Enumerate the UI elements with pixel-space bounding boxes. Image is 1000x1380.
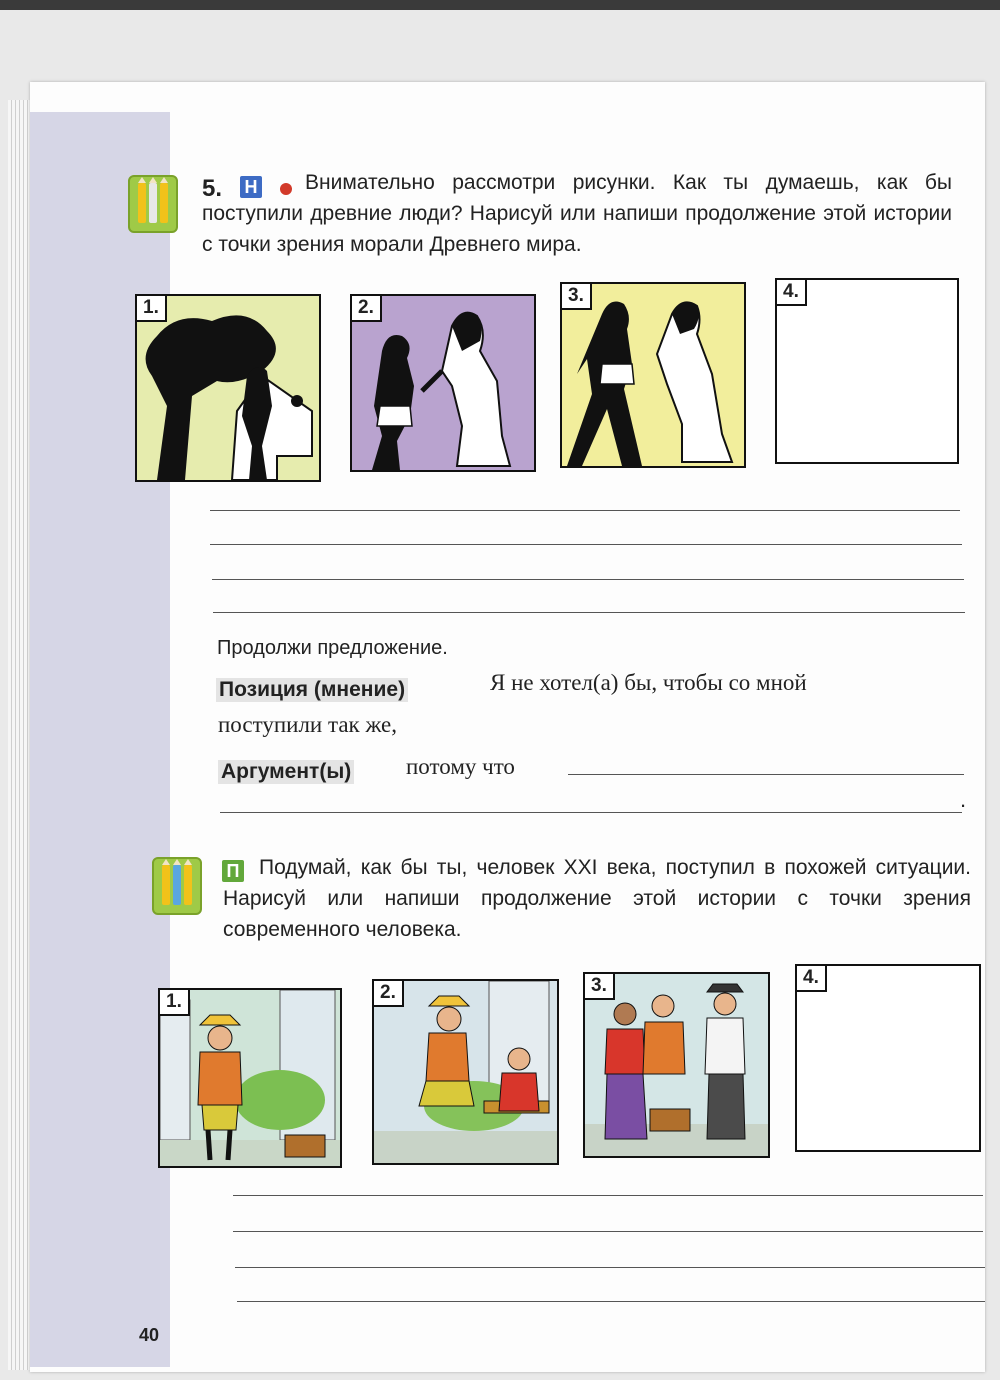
writing-line[interactable] xyxy=(210,544,962,545)
position-label: Позиция (мнение) xyxy=(216,678,408,702)
level-badge-p: П xyxy=(222,860,244,882)
answer-line[interactable] xyxy=(220,812,962,813)
writing-line[interactable] xyxy=(210,510,960,511)
fighting-figures-illustration xyxy=(562,284,744,466)
writing-line[interactable] xyxy=(237,1301,985,1302)
pencils-icon xyxy=(128,175,178,233)
answer-line[interactable] xyxy=(568,774,964,775)
scan-top-edge xyxy=(0,0,1000,10)
panel-ancient-2 xyxy=(350,294,536,472)
writing-line[interactable] xyxy=(233,1231,983,1232)
tourist-with-camera-illustration xyxy=(160,990,340,1166)
argument-text: потому что xyxy=(406,754,515,779)
task-number: 5. xyxy=(202,175,223,202)
panel-modern-1 xyxy=(158,988,342,1168)
panel-number: 2. xyxy=(374,981,404,1007)
panel-ancient-1 xyxy=(135,294,321,482)
panel-number: 4. xyxy=(777,280,807,306)
panel-ancient-4-empty[interactable] xyxy=(775,278,959,464)
panel-ancient-3 xyxy=(560,282,746,468)
writing-line[interactable] xyxy=(213,612,965,613)
end-period: . xyxy=(960,787,967,812)
panel-number: 2. xyxy=(352,296,382,322)
pencils-icon xyxy=(152,857,202,915)
writing-line[interactable] xyxy=(233,1195,983,1196)
panel-number: 3. xyxy=(585,974,615,1000)
level-badge-n: Н xyxy=(240,176,262,198)
writing-line[interactable] xyxy=(235,1267,985,1268)
taskP-instruction: Подумай, как бы ты, человек XXI века, поступил в похожей ситуации. Нарисуй или напиши продолжение этой истории с точки зрения современного человека. xyxy=(223,856,971,941)
police-officer-scene-illustration xyxy=(585,974,768,1156)
panel-modern-2 xyxy=(372,979,559,1165)
panel-modern-3 xyxy=(583,972,770,1158)
panel-number: 3. xyxy=(562,284,592,310)
task5-instruction: Внимательно рассмотри рисунки. Как ты думаешь, как бы поступили древние люди? Нарисуй или напиши продолжение этой истории с точки зрения морали Древнего мира. xyxy=(202,171,952,256)
panel-modern-4-empty[interactable] xyxy=(795,964,981,1152)
panel-number: 1. xyxy=(137,296,167,322)
argument-label: Аргумент(ы) xyxy=(218,760,354,784)
tourist-and-thief-illustration xyxy=(374,981,557,1163)
continue-intro: Продолжи предложение. xyxy=(217,637,448,659)
page-number: 40 xyxy=(139,1325,160,1345)
workbook-page xyxy=(30,82,985,1372)
two-figures-illustration xyxy=(352,296,534,470)
writing-line[interactable] xyxy=(212,579,964,580)
position-text-line2: поступили так же, xyxy=(218,712,398,737)
panel-number: 4. xyxy=(797,966,827,992)
panel-number: 1. xyxy=(160,990,190,1016)
tree-temple-silhouette-illustration xyxy=(137,296,319,480)
position-text-line1: Я не хотел(а) бы, чтобы со мной xyxy=(490,670,807,695)
